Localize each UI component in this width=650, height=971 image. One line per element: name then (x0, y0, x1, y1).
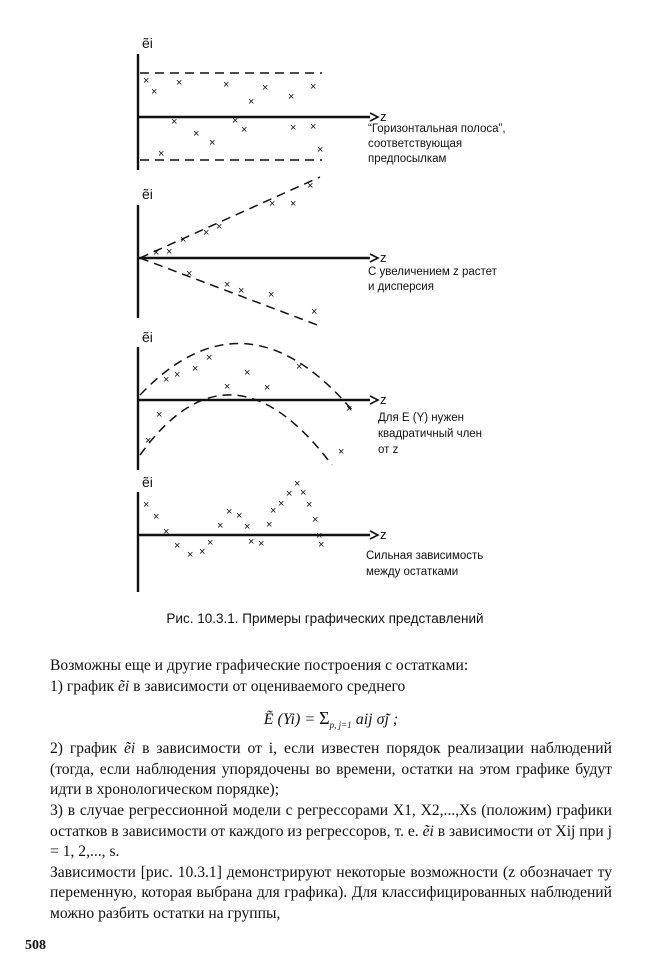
paragraph-conclusion: Зависимости [рис. 10.3.1] демонстрируют некоторые возможности (z обозначает ту переменную, которая выбрана для графика). Для классифицированных наблюдений можно разбить остатки на группы, (50, 863, 612, 922)
residual-point: × (186, 268, 193, 280)
residual-point: × (269, 198, 276, 210)
residual-point: × (153, 247, 160, 259)
residual-points (145, 352, 352, 458)
paragraph-intro (50, 656, 612, 697)
residual-symbol: ẽi (422, 822, 434, 840)
residual-point: × (346, 403, 353, 415)
residual-point: × (223, 79, 230, 91)
residual-point: × (288, 91, 295, 103)
residual-symbol: ẽi (117, 677, 130, 695)
residual-point: × (270, 505, 277, 517)
formula-lhs: Ẽ (Yi) = (263, 711, 320, 729)
x-axis-arrow (370, 396, 378, 404)
residual-point: × (224, 279, 231, 291)
item-2-prefix: 2) график (50, 740, 124, 758)
residual-point: × (264, 382, 271, 394)
residual-point: × (248, 536, 255, 548)
residual-point: × (163, 374, 170, 386)
residual-point: × (236, 510, 243, 522)
residual-point: × (338, 446, 345, 458)
residual-point: × (187, 549, 194, 561)
panel-serial-correlation (138, 474, 487, 592)
residual-point: × (180, 234, 187, 246)
residual-point: × (143, 75, 150, 87)
residual-point: × (244, 521, 251, 533)
x-axis-arrow (370, 113, 378, 121)
residual-point: × (224, 381, 231, 393)
figure-caption: Рис. 10.3.1. Примеры графических представлений (166, 611, 484, 626)
residual-symbol: ẽi (123, 740, 136, 758)
residual-point: × (199, 546, 206, 558)
panel-description: Для E (Y) нужен квадратичный член от z (378, 412, 483, 456)
panel-description: Сильная зависимость между остатками (366, 550, 484, 578)
panel-description: “Горизонтальная полоса”, соответствующая предпосылкам (368, 123, 506, 165)
residual-point: × (153, 511, 160, 523)
panel-horizontal-band (138, 35, 509, 170)
x-axis-arrow (370, 254, 378, 262)
panel-arch (138, 329, 485, 470)
intro-line: Возможны еще и другие графические построения с остатками: (50, 657, 469, 674)
lower-arch-curve (140, 395, 332, 465)
x-axis-arrow (370, 531, 378, 539)
residual-point: × (145, 435, 152, 447)
residual-point: × (278, 498, 285, 510)
residual-point: × (262, 82, 269, 94)
residual-point: × (310, 81, 317, 93)
residual-point: × (216, 221, 223, 233)
y-axis-label: ẽi (142, 35, 153, 51)
formula-sum-limits: p, j=1 (329, 720, 352, 731)
paragraph-item-2 (50, 739, 612, 801)
residual-point: × (286, 488, 293, 500)
residual-point: × (171, 116, 178, 128)
residual-point: × (312, 514, 319, 526)
residual-point: × (203, 227, 210, 239)
formula-sum-sign: Σ (319, 708, 330, 729)
residual-point: × (166, 246, 173, 258)
residual-point: × (156, 409, 163, 421)
residual-point: × (193, 128, 200, 140)
residual-point: × (307, 180, 314, 192)
residual-point: × (176, 77, 183, 89)
residual-points (153, 180, 317, 318)
residual-point: × (151, 86, 158, 98)
paragraph-item-3 (50, 801, 612, 863)
item-3-text-b: в зависимости от Xij при j = 1, 2,..., s. (50, 822, 612, 861)
residual-point: × (158, 148, 165, 160)
residual-point: × (244, 367, 251, 379)
panel-widening-funnel (138, 177, 500, 326)
residual-point: × (268, 289, 275, 301)
residual-point: × (317, 144, 324, 156)
y-axis-label: ẽi (142, 329, 153, 345)
item-1-suffix: в зависимости от оцениваемого среднего (129, 677, 406, 695)
residual-point: × (238, 285, 245, 297)
residual-point: × (311, 306, 318, 318)
residual-point: × (258, 538, 265, 550)
residual-point: × (232, 115, 239, 127)
x-axis-label: z (380, 109, 387, 124)
panel-description: С увеличением z растет и дисперсия (368, 266, 497, 293)
residual-point: × (209, 137, 216, 149)
residual-point: × (174, 369, 181, 381)
residual-point: × (266, 519, 273, 531)
item-1-prefix: 1) график (50, 677, 118, 695)
residual-point: × (192, 363, 199, 375)
x-axis-label: z (380, 527, 387, 542)
residual-point: × (290, 198, 297, 210)
formula (50, 703, 612, 733)
residual-point: × (248, 96, 255, 108)
x-axis-label: z (380, 250, 387, 265)
residual-point: × (290, 122, 297, 134)
residual-point: × (174, 540, 181, 552)
residual-point: × (310, 121, 317, 133)
residual-point: × (306, 499, 313, 511)
residual-points (143, 478, 324, 561)
residual-point: × (163, 526, 170, 538)
residual-point: × (296, 361, 303, 373)
x-axis-label: z (380, 392, 387, 407)
page-number: 508 (25, 938, 46, 953)
residual-point: × (143, 499, 150, 511)
body-text (50, 656, 612, 925)
residual-point: × (318, 539, 325, 551)
residual-point: × (294, 478, 301, 490)
residual-point: × (217, 520, 224, 532)
residual-point: × (226, 506, 233, 518)
y-axis-label: ẽi (142, 474, 153, 490)
item-2-text: в зависимости от i, если известен порядок реализации наблюдений (тогда, если наблюдения упорядочены во времени, остатки на этом графике будут идти в хронологическом порядке); (50, 740, 612, 799)
residual-point: × (241, 124, 248, 136)
y-axis-label: ẽi (142, 186, 153, 202)
residual-point: × (316, 530, 323, 542)
lower-funnel-line (140, 258, 320, 326)
residual-point: × (300, 487, 307, 499)
formula-rhs: aij σ̃j ; (355, 711, 399, 729)
residual-point: × (207, 537, 214, 549)
residual-point: × (206, 352, 213, 364)
item-3-text-a: 3) в случае регрессионной модели с регрессорами X1, X2,...,Xs (положим) графики остатков в зависимости от каждого из регрессоров, т. е. (50, 801, 612, 840)
